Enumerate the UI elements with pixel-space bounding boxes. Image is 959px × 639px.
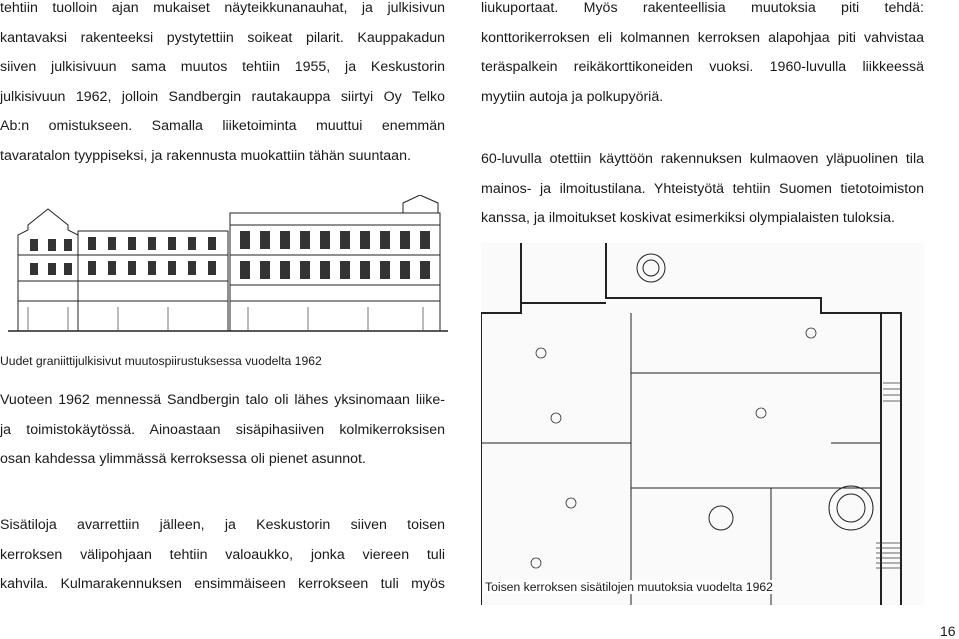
text-line: julkisivuun 1962, jolloin Sandbergin rautakauppa siirtyi Oy Telko: [0, 88, 445, 105]
left-paragraph-3: [0, 511, 445, 600]
text-line: Ab:n omistukseen. Samalla liiketoiminta muuttui enemmän: [0, 118, 445, 134]
text-line: konttorikerroksen eli kolmannen kerroksen alapohjaa piti vahvistaa: [481, 29, 924, 46]
text-line: siiven julkisivuun sama muutos tehtiin 1955, ja Keskustorin: [0, 59, 445, 75]
right-figure-caption: Toisen kerroksen sisätilojen muutoksia vuodelta 1962: [485, 580, 773, 594]
text-line: myytiin autoja ja polkupyöriä.: [481, 88, 664, 105]
text-line: Vuoteen 1962 mennessä Sandbergin talo oli lähes yksinomaan liike-: [0, 392, 445, 408]
left-figure-caption: Uudet graniittijulkisivut muutospiirustuksessa vuodelta 1962: [0, 354, 322, 368]
text-line: teräspalkein reikäkorttikoneiden vuoksi. 1960-luvulla liikkeessä: [481, 59, 924, 75]
text-line: tehtiin tuolloin ajan mukaiset näyteikkunanauhat, ja julkisivun: [0, 0, 445, 16]
facade-drawing-svg: [8, 195, 448, 340]
floor-plan-drawing: [481, 243, 924, 605]
facade-elevation-drawing: [8, 195, 448, 340]
text-line: kanssa, ja ilmoitukset koskivat esimerkiksi olympialaisten tuloksia.: [481, 210, 895, 226]
text-line: kahvila. Kulmarakennuksen ensimmäiseen kerrokseen tuli myös: [0, 576, 445, 592]
left-paragraph-1: [0, 0, 445, 171]
text-line: tavaratalon tyyppiseksi, ja rakennusta muokattiin tähän suuntaan.: [0, 147, 411, 164]
text-line: mainos- ja ilmoitustilana. Yhteistyötä tehtiin Suomen tietotoimiston: [481, 180, 924, 197]
right-paragraph-2: [481, 145, 924, 234]
text-line: kerroksen välipohjaan tehtiin valoaukko, jonka viereen tuli: [0, 546, 445, 563]
text-line: osan kahdessa ylimmässä kerroksessa oli pienet asunnot.: [0, 451, 366, 467]
left-paragraph-2: [0, 386, 445, 475]
floor-plan-svg: [481, 243, 924, 605]
right-paragraph-1: [481, 0, 924, 112]
page-number: 16: [940, 623, 956, 639]
text-line: ja toimistokäytössä. Ainoastaan sisäpihasiiven kolmikerroksisen: [0, 421, 445, 438]
text-line: Sisätiloja avarrettiin jälleen, ja Keskustorin siiven toisen: [0, 517, 445, 533]
text-line: liukuportaat. Myös rakenteellisia muutoksia piti tehdä:: [481, 0, 924, 16]
text-line: 60-luvulla otettiin käyttöön rakennuksen kulmaoven yläpuolinen tila: [481, 151, 924, 167]
text-line: kantavaksi rakenteeksi pystytettiin soikeat pilarit. Kauppakadun: [0, 29, 445, 46]
